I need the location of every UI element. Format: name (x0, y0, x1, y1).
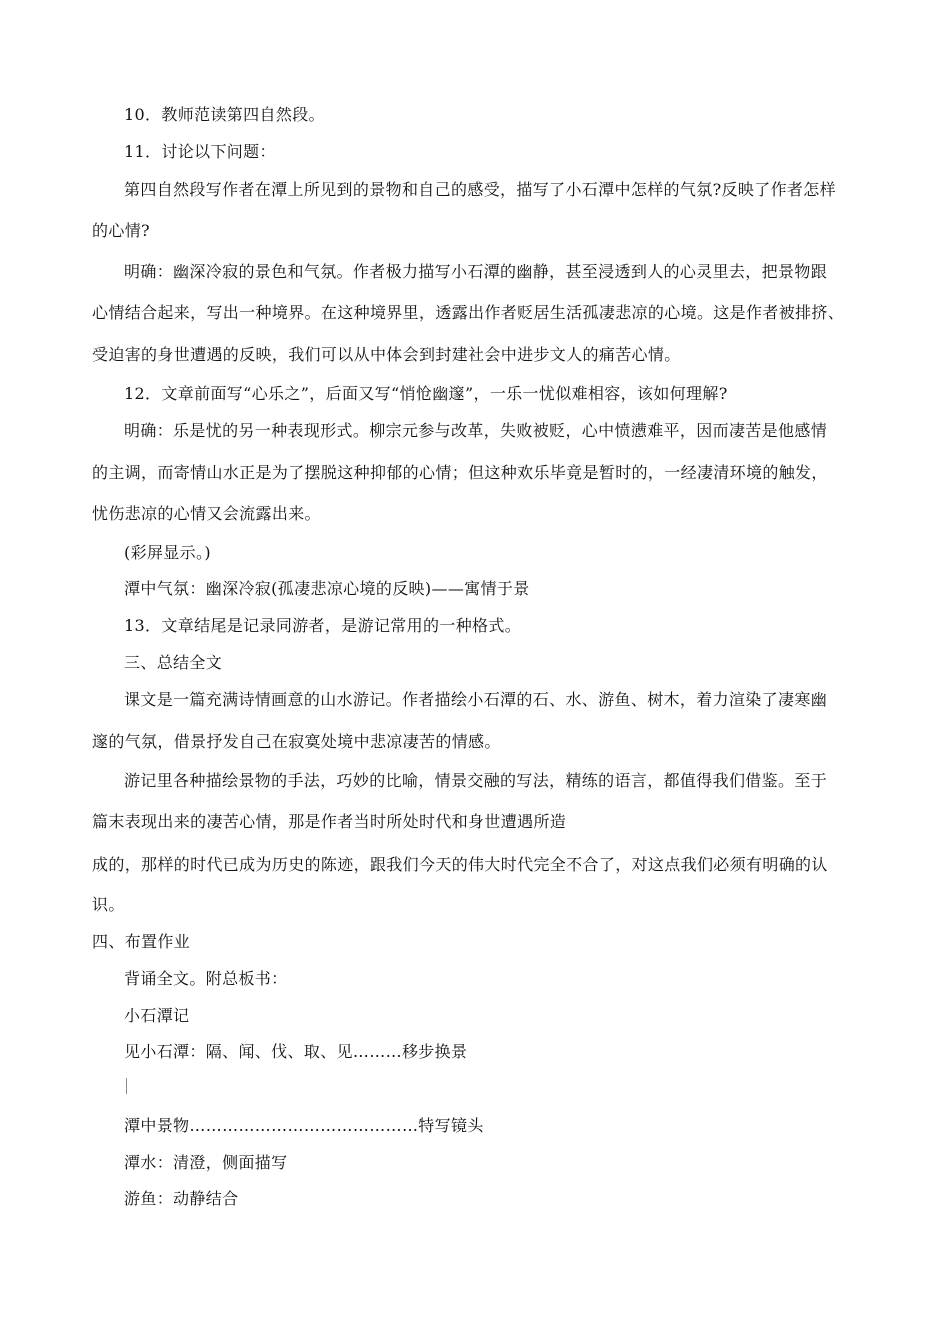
question-line-2: 的心情? (92, 221, 150, 240)
answer-1-line-3: 受迫害的身世遭遇的反映，我们可以从中体会到封建社会中进步文人的痛苦心情。 (92, 345, 681, 364)
answer-2-line-2: 的主调，而寄情山水正是为了摆脱这种抑郁的心情；但这种欢乐毕竟是暂时的，一经凄清环境的触发， (92, 463, 828, 482)
answer-1-line-2: 心情结合起来，写出一种境界。在这种境界里，透露出作者贬居生活孤凄悲凉的心境。这是作者被排挤、 (92, 303, 845, 322)
summary-line-1: 课文是一篇充满诗情画意的山水游记。作者描绘小石潭的石、水、游鱼、树木，着力渲染了凄寒幽 (124, 690, 828, 709)
summary-line-2: 邃的气氛，借景抒发自己在寂寞处境中悲凉凄苦的情感。 (92, 732, 501, 751)
summary-line-6: 识。 (92, 895, 125, 914)
step-10-line: 10．教师范读第四自然段。 (124, 105, 325, 124)
screen-note-line: (彩屏显示。) (124, 543, 211, 562)
board-title: 小石潭记 (124, 1006, 190, 1025)
board-connector-line (126, 1078, 127, 1094)
summary-line-5: 成的，那样的时代已成为历史的陈迹，跟我们今天的伟大时代完全不合了，对这点我们必须有明确的认 (92, 855, 828, 874)
board-line-4: 游鱼：动静结合 (124, 1189, 239, 1208)
answer-1-line-1: 明确：幽深冷寂的景色和气氛。作者极力描写小石潭的幽静，甚至浸透到人的心灵里去，把景物跟 (124, 262, 828, 281)
atmosphere-line: 潭中气氛：幽深冷寂(孤凄悲凉心境的反映)——寓情于景 (124, 579, 530, 598)
section-three-heading: 三、总结全文 (124, 653, 223, 672)
step-11-line: 11．讨论以下问题： (124, 142, 276, 161)
homework-line: 背诵全文。附总板书： (124, 969, 288, 988)
board-line-1: 见小石潭：隔、闻、伐、取、见………移步换景 (124, 1042, 468, 1061)
answer-2-line-1: 明确：乐是忧的另一种表现形式。柳宗元参与改革，失败被贬，心中愤懑难平，因而凄苦是他感情 (124, 421, 828, 440)
answer-2-line-3: 忧伤悲凉的心情又会流露出来。 (92, 504, 321, 523)
step-13-line: 13．文章结尾是记录同游者，是游记常用的一种格式。 (124, 616, 522, 635)
board-line-2: 潭中景物……………………………………特写镜头 (124, 1116, 484, 1135)
summary-line-3: 游记里各种描绘景物的手法，巧妙的比喻，情景交融的写法，精练的语言，都值得我们借鉴。至于 (124, 771, 828, 790)
step-12-line: 12．文章前面写“心乐之”，后面又写“悄怆幽邃”，一乐一忧似难相容，该如何理解? (124, 384, 728, 403)
board-line-3: 潭水：清澄，侧面描写 (124, 1153, 288, 1172)
summary-line-4: 篇末表现出来的凄苦心情，那是作者当时所处时代和身世遭遇所造 (92, 812, 567, 831)
question-line-1: 第四自然段写作者在潭上所见到的景物和自己的感受，描写了小石潭中怎样的气氛?反映了作者怎样 (124, 180, 836, 199)
section-four-heading: 四、布置作业 (92, 932, 191, 951)
